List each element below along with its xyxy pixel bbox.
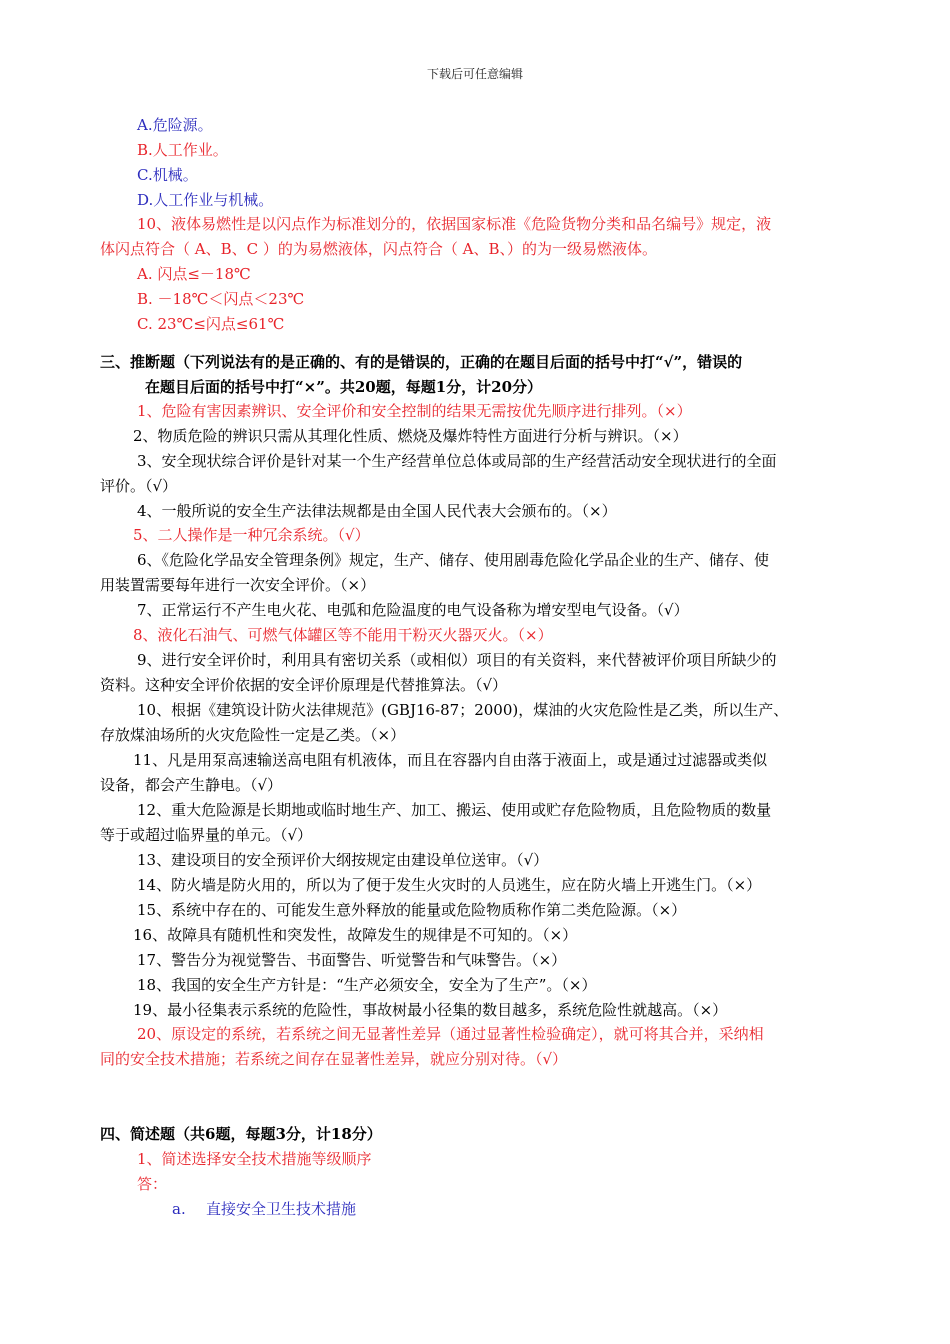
tf-item-11-cont: 设备，都会产生静电。（√） [100, 776, 283, 794]
tf-item-14: 14、防火墙是防火用的，所以为了便于发生火灾时的人员逃生，应在防火墙上开逃生门。（×） [137, 876, 762, 894]
question-10-line1: 10、液体易燃性是以闪点作为标准划分的，依据国家标准《危险货物分类和品名编号》规定，液 [137, 215, 772, 233]
tf-item-3: 3、安全现状综合评价是针对某一个生产经营单位总体或局部的生产经营活动安全现状进行的全面 [137, 452, 777, 470]
option-b: B.人工作业。 [137, 141, 228, 159]
tf-item-1: 1、危险有害因素辨识、安全评价和安全控制的结果无需按优先顺序进行排列。（×） [137, 402, 692, 420]
tf-item-12-cont: 等于或超过临界量的单元。（√） [100, 826, 313, 844]
option-d: D.人工作业与机械。 [137, 191, 274, 209]
tf-item-20: 20、原设定的系统，若系统之间无显著性差异（通过显著性检验确定），就可将其合并，采纳相 [137, 1025, 764, 1043]
tf-item-18: 18、我国的安全生产方针是：“生产必须安全，安全为了生产”。（×） [137, 976, 597, 994]
tf-item-17: 17、警告分为视觉警告、书面警告、听觉警告和气味警告。（×） [137, 951, 567, 969]
section-4-title: 四、简述题（共6题，每题3分，计18分） [100, 1125, 382, 1143]
answer-a-marker: a. [172, 1200, 186, 1218]
tf-item-3-cont: 评价。（√） [100, 477, 178, 495]
tf-item-19: 19、最小径集表示系统的危险性，事故树最小径集的数目越多，系统危险性就越高。（×） [133, 1001, 728, 1019]
tf-item-8: 8、液化石油气、可燃气体罐区等不能用干粉灭火器灭火。（×） [133, 626, 553, 644]
tf-item-10: 10、根据《建筑设计防火法律规范》(GBJ16-87；2000)，煤油的火灾危险性是乙类，所以生产、 [137, 701, 789, 719]
tf-item-13: 13、建设项目的安全预评价大纲按规定由建设单位送审。（√） [137, 851, 549, 869]
answer-label: 答： [137, 1175, 168, 1193]
tf-item-6-cont: 用装置需要每年进行一次安全评价。（×） [100, 576, 376, 594]
tf-item-10-cont: 存放煤油场所的火灾危险性一定是乙类。（×） [100, 726, 406, 744]
question-10-line2: 体闪点符合（ A、B、C ）的为易燃液体，闪点符合（ A、B、）的为一级易燃液体。 [100, 240, 657, 258]
option-c: C.机械。 [137, 166, 198, 184]
page-header: 下载后可任意编辑 [426, 67, 523, 81]
short-answer-q1: 1、简述选择安全技术措施等级顺序 [137, 1150, 372, 1168]
tf-item-2: 2、物质危险的辨识只需从其理化性质、燃烧及爆炸特性方面进行分析与辨识。（×） [133, 427, 688, 445]
q10-option-b: B. －18℃＜闪点＜23℃ [137, 290, 305, 308]
tf-item-20-cont: 同的安全技术措施；若系统之间存在显著性差异，就应分别对待。（√） [100, 1050, 568, 1068]
tf-item-9: 9、进行安全评价时，利用具有密切关系（或相似）项目的有关资料，来代替被评价项目所缺少的 [137, 651, 777, 669]
tf-item-11: 11、凡是用泵高速输送高电阻有机液体，而且在容器内自由落于液面上，或是通过过滤器或类似 [133, 751, 768, 769]
tf-item-16: 16、故障具有随机性和突发性，故障发生的规律是不可知的。（×） [133, 926, 578, 944]
q10-option-c: C. 23℃≤闪点≤61℃ [137, 315, 285, 333]
tf-item-6: 6、《危险化学品安全管理条例》规定，生产、储存、使用剧毒危险化学品企业的生产、储存、使 [137, 551, 770, 569]
tf-item-7: 7、正常运行不产生电火花、电弧和危险温度的电气设备称为增安型电气设备。（√） [137, 601, 689, 619]
tf-item-4: 4、一般所说的安全生产法律法规都是由全国人民代表大会颁布的。（×） [137, 502, 617, 520]
tf-item-9-cont: 资料。这种安全评价依据的安全评价原理是代替推算法。（√） [100, 676, 508, 694]
answer-a-text: 直接安全卫生技术措施 [206, 1200, 357, 1218]
section-3-title: 三、推断题（下列说法有的是正确的、有的是错误的，正确的在题目后面的括号中打“√”，错误的 [100, 353, 743, 371]
option-a: A.危险源。 [137, 116, 213, 134]
q10-option-a: A. 闪点≤－18℃ [137, 265, 251, 283]
tf-item-15: 15、系统中存在的、可能发生意外释放的能量或危险物质称作第二类危险源。（×） [137, 901, 687, 919]
tf-item-5: 5、二人操作是一种冗余系统。（√） [133, 526, 370, 544]
section-3-title-cont: 在题目后面的括号中打“×”。共20题，每题1分，计20分） [145, 378, 543, 396]
tf-item-12: 12、重大危险源是长期地或临时地生产、加工、搬运、使用或贮存危险物质，且危险物质的数量 [137, 801, 772, 819]
